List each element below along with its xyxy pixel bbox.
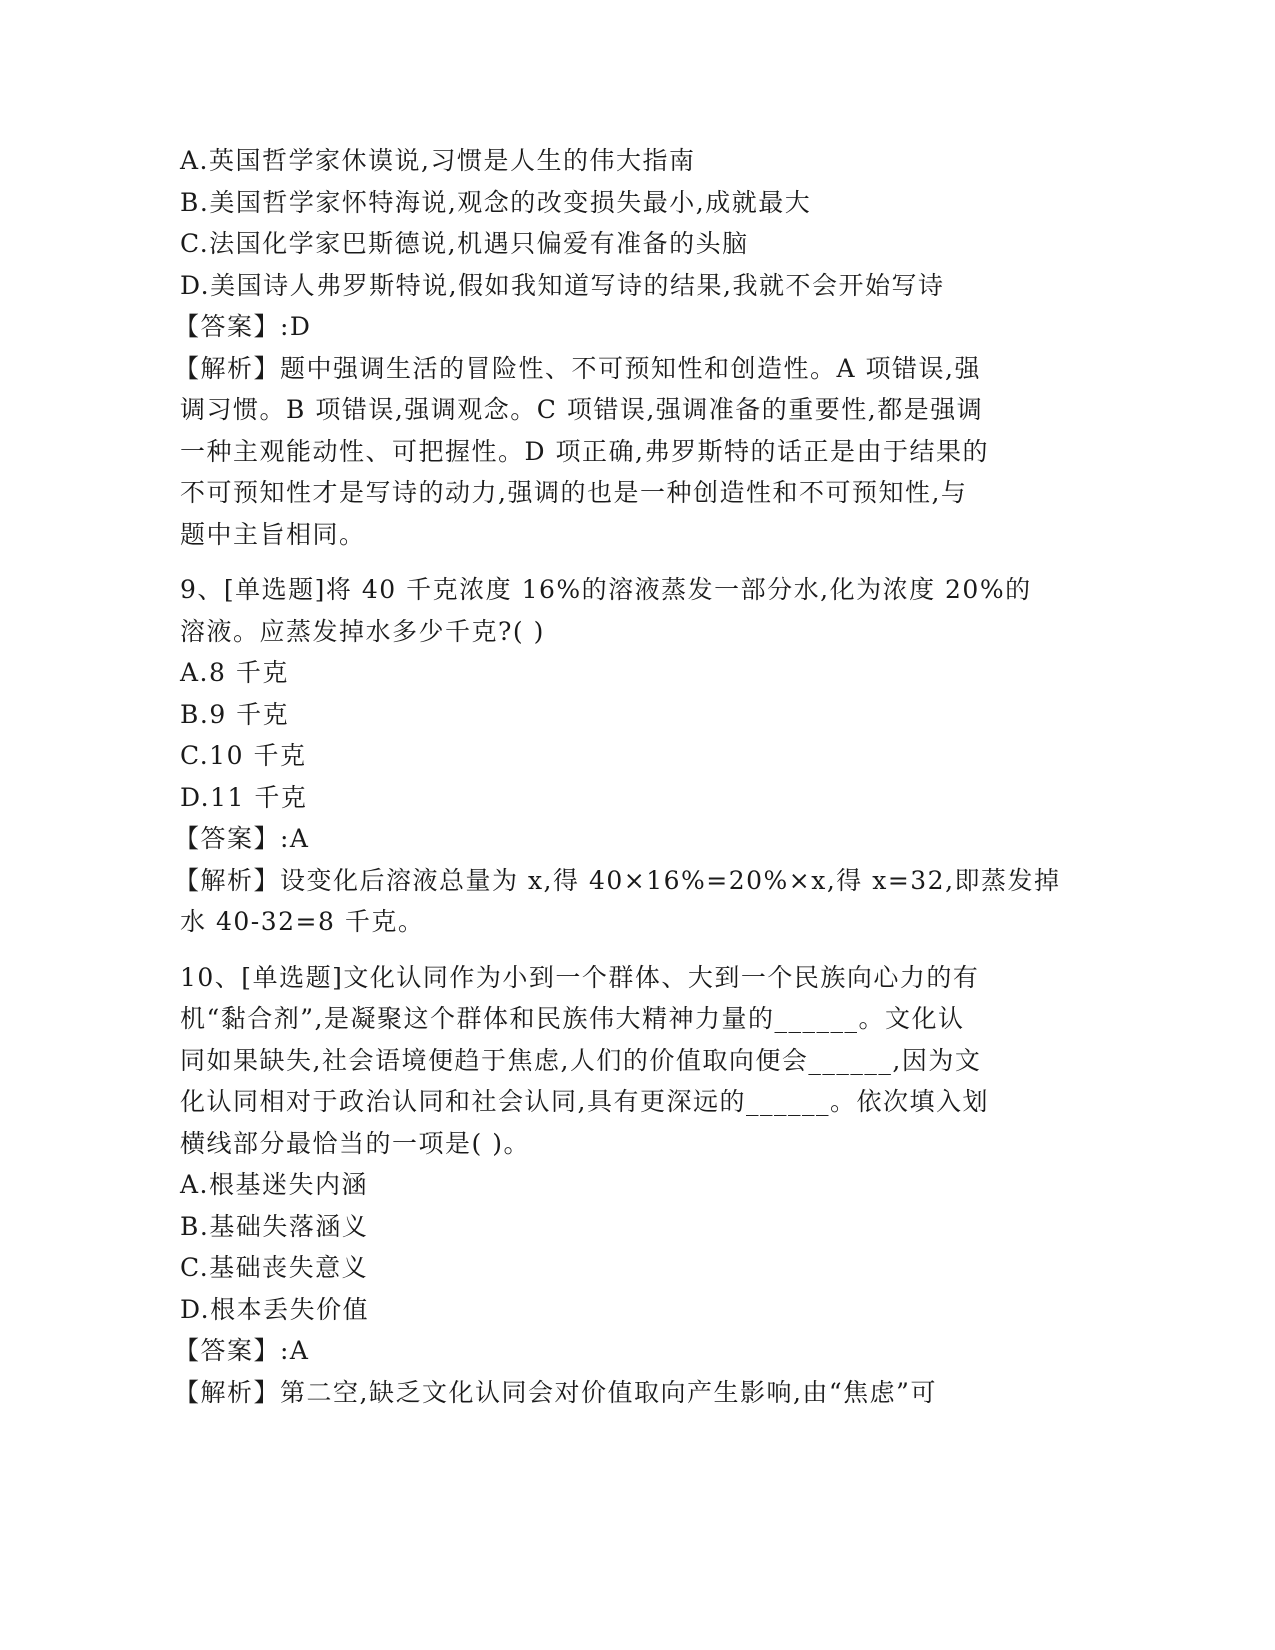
- question-stem: 横线部分最恰当的一项是( )。: [180, 1128, 530, 1158]
- option-d: D.11 千克: [180, 782, 308, 812]
- option-c: C.10 千克: [180, 741, 307, 770]
- question-stem: 化认同相对于政治认同和社会认同,具有更深远的______。依次填入划: [180, 1087, 989, 1116]
- analysis-line: 不可预知性才是写诗的动力,强调的也是一种创造性和不可预知性,与: [180, 478, 968, 507]
- analysis-line: 调习惯。B 项错误,强调观念。C 项错误,强调准备的重要性,都是强调: [180, 395, 984, 424]
- question-stem: 溶液。应蒸发掉水多少千克?( ): [180, 616, 545, 646]
- question-stem: 10、[单选题]文化认同作为小到一个群体、大到一个民族向心力的有: [180, 962, 980, 992]
- option-a: A.根基迷失内涵: [180, 1170, 369, 1199]
- option-a: A.8 千克: [180, 658, 289, 687]
- spacer: [180, 555, 1080, 569]
- answer: 【答案】:D: [174, 312, 312, 341]
- option-d: D.美国诗人弗罗斯特说,假如我知道写诗的结果,我就不会开始写诗: [180, 270, 945, 300]
- document-page: [174, 140, 1080, 1413]
- question-stem: 机“黏合剂”,是凝聚这个群体和民族伟大精神力量的______。文化认: [180, 1004, 965, 1033]
- option-b: B.美国哲学家怀特海说,观念的改变损失最小,成就最大: [180, 187, 812, 217]
- option-b: B.9 千克: [180, 699, 290, 729]
- question-stem: 9、[单选题]将 40 千克浓度 16%的溶液蒸发一部分水,化为浓度 20%的: [180, 575, 1032, 604]
- question-9: [174, 569, 1080, 943]
- option-d: D.根本丢失价值: [180, 1294, 370, 1324]
- analysis-line: 【解析】设变化后溶液总量为 x,得 40×16%=20%×x,得 x=32,即蒸发掉: [174, 865, 1061, 895]
- answer: 【答案】:A: [174, 824, 310, 853]
- option-c: C.基础丧失意义: [180, 1253, 369, 1282]
- option-a: A.英国哲学家休谟说,习惯是人生的伟大指南: [180, 146, 696, 175]
- answer: 【答案】:A: [174, 1336, 310, 1365]
- question-10: [174, 957, 1080, 1414]
- question-8: [174, 140, 1080, 555]
- option-b: B.基础失落涵义: [180, 1211, 369, 1241]
- analysis-line: 一种主观能动性、可把握性。D 项正确,弗罗斯特的话正是由于结果的: [180, 436, 989, 466]
- question-stem: 同如果缺失,社会语境便趋于焦虑,人们的价值取向便会______,因为文: [180, 1045, 982, 1075]
- analysis-line: 【解析】题中强调生活的冒险性、不可预知性和创造性。A 项错误,强: [174, 353, 981, 383]
- analysis-line: 水 40-32=8 千克。: [180, 907, 425, 936]
- spacer: [180, 943, 1080, 957]
- option-c: C.法国化学家巴斯德说,机遇只偏爱有准备的头脑: [180, 229, 749, 258]
- analysis-line: 题中主旨相同。: [180, 519, 366, 549]
- analysis-line: 【解析】第二空,缺乏文化认同会对价值取向产生影响,由“焦虑”可: [174, 1377, 937, 1407]
